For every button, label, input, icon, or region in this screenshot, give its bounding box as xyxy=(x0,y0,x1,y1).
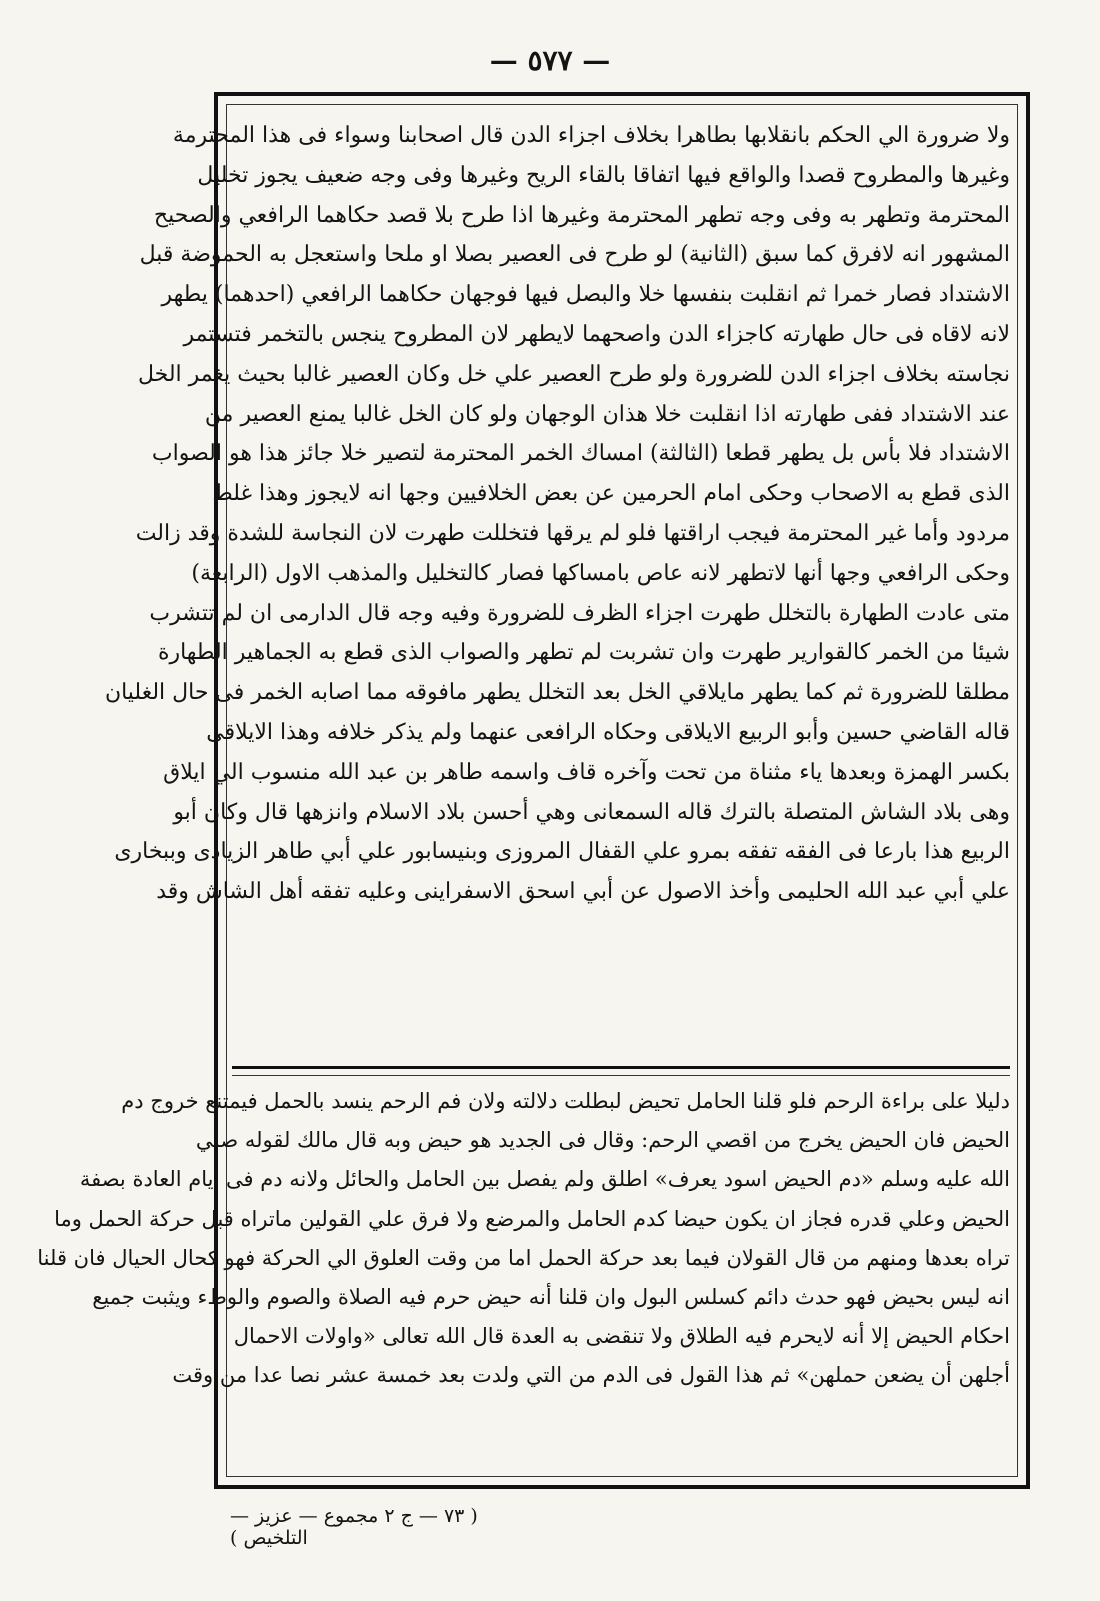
commentary-text-line: الحيض وعلي قدره فجاز ان يكون حيضا كدم الحامل والمرضع ولا فرق علي القولين ماتراه قبل حركة الحمل وما xyxy=(54,1206,1010,1231)
main-text-line: بكسر الهمزة وبعدها ياء مثناة من تحت وآخره قاف واسمه طاهر بن عبد الله منسوب الي ايلاق xyxy=(163,759,1010,785)
main-text-line: الذى قطع به الاصحاب وحكى امام الحرمين عن بعض الخلافيين وجها انه لايجوز وهذا غلط xyxy=(212,481,1010,507)
main-text-line: المشهور انه لافرق كما سبق (الثانية) لو طرح فى العصير بصلا او ملحا واستعجل به الحموضة قبل xyxy=(139,242,1010,268)
main-text-line: علي أبي عبد الله الحليمى وأخذ الاصول عن أبي اسحق الاسفراينى وعليه تفقه أهل الشاش وقد xyxy=(156,879,1010,905)
commentary-text-line: الله عليه وسلم «دم الحيض اسود يعرف» اطلق ولم يفصل بين الحامل والحائل ولانه دم فى ايام العادة بصفة xyxy=(79,1167,1010,1192)
main-text-block xyxy=(104,116,1010,1068)
commentary-text-line: الحيض فان الحيض يخرج من اقصي الرحم: وقال فى الجديد هو حيض وبه قال مالك لقوله صلي xyxy=(195,1128,1010,1153)
main-text-line: ولا ضرورة الي الحكم بانقلابها بطاهرا بخلاف اجزاء الدن قال اصحابنا وسواء فى هذا المحترمة xyxy=(172,123,1010,148)
printer-signature-mark: ( ٧٣ — ج ٢ مجموع — عزيز — التلخيص ) xyxy=(230,1505,478,1549)
main-text-line: المحترمة وتطهر به وفى وجه تطهر المحترمة وغيرها اذا طرح بلا قصد حكاهما الرافعي والصحيح xyxy=(153,202,1010,228)
main-text-line: الربيع هذا بارعا فى الفقه تفقه بمرو علي القفال المروزى وبنيسابور علي أبي طاهر الزيادى وببخارى xyxy=(114,839,1010,865)
main-text-line: عند الاشتداد ففى طهارته اذا انقلبت خلا هذان الوجهان ولو كان الخل غالبا يمنع العصير من xyxy=(204,401,1010,427)
commentary-text-block xyxy=(37,1082,1010,1477)
main-text-line: لانه لاقاه فى حال طهارته كاجزاء الدن واصحهما لايطهر لان المطروح ينجس بالتخمر فتستمر xyxy=(183,321,1010,347)
main-text-line: وهى بلاد الشاش المتصلة بالترك قاله السمعانى وهي أحسن بلاد الاسلام وانزهها قال وكان أبو xyxy=(173,799,1010,825)
commentary-text-line: انه ليس بحيض فهو حدث دائم كسلس البول وان قلنا أنه حيض حرم فيه الصلاة والصوم والوطء ويثبت جميع xyxy=(92,1285,1010,1310)
commentary-text-line: احكام الحيض إلا أنه لايحرم فيه الطلاق ولا تنقضى به العدة قال الله تعالى «واولات الاحمال xyxy=(233,1324,1010,1349)
commentary-text-line: تراه بعدها ومنهم من قال القولان فيما بعد حركة الحمل اما من وقت العلوق الي الحركة فهو كحال الحيال فان قلنا xyxy=(37,1245,1010,1270)
commentary-text-line: دليلا على براءة الرحم فلو قلنا الحامل تحيض لبطلت دلالته ولان فم الرحم ينسد بالحمل فيمتنع خروج دم xyxy=(121,1089,1010,1113)
main-text-line: وغيرها والمطروح قصدا والواقع فيها اتفاقا بالقاء الريح وغيرها وفى وجه ضعيف يجوز تخليل xyxy=(197,162,1010,188)
main-text-line: الاشتداد فلا بأس بل يطهر قطعا (الثالثة) امساك الخمر المحترمة لتصير خلا جائز هذا هو الصواب xyxy=(151,441,1010,467)
main-text-line: مطلقا للضرورة ثم كما يطهر مايلاقي الخل بعد التخلل يطهر مافوقه مما اصابه الخمر فى حال الغليان xyxy=(104,680,1010,706)
main-text-line: الاشتداد فصار خمرا ثم انقلبت بنفسها خلا والبصل فيها فوجهان حكاهما الرافعي (احدهما) يطهر xyxy=(161,282,1010,308)
section-divider-thick xyxy=(232,1066,1010,1069)
main-text-line: قاله القاضي حسين وأبو الربيع الايلاقى وحكاه الرافعى عنهما ولم يذكر خلافه وهذا الايلاقى xyxy=(206,719,1010,745)
main-text-line: متى عادت الطهارة بالتخلل طهرت اجزاء الظرف للضرورة وفيه وجه قال الدارمى ان لم تتشرب xyxy=(149,600,1010,626)
main-text-line: نجاسته بخلاف اجزاء الدن للضرورة ولو طرح العصير علي خل وكان العصير غالبا بحيث يغمر الخل xyxy=(137,361,1010,387)
commentary-text-line: أجلهن أن يضعن حملهن» ثم هذا القول فى الدم من التي ولدت بعد خمسة عشر نصا عدا من وقت xyxy=(172,1363,1010,1388)
page-number: — ٥٧٧ — xyxy=(489,44,611,77)
main-text-line: وحكى الرافعي وجها أنها لاتطهر لانه عاص بامساكها فصار كالتخليل والمذهب الاول (الرابعة) xyxy=(191,560,1010,586)
main-text-line: شيئا من الخمر كالقوارير طهرت وان تشربت لم تطهر والصواب الذى قطع به الجماهير الطهارة xyxy=(157,640,1010,666)
section-divider-thin xyxy=(232,1075,1010,1076)
main-text-line: مردود وأما غير المحترمة فيجب اراقتها فلو لم يرقها فتخللت طهرت لان النجاسة للشدة وقد زالت xyxy=(135,520,1010,546)
